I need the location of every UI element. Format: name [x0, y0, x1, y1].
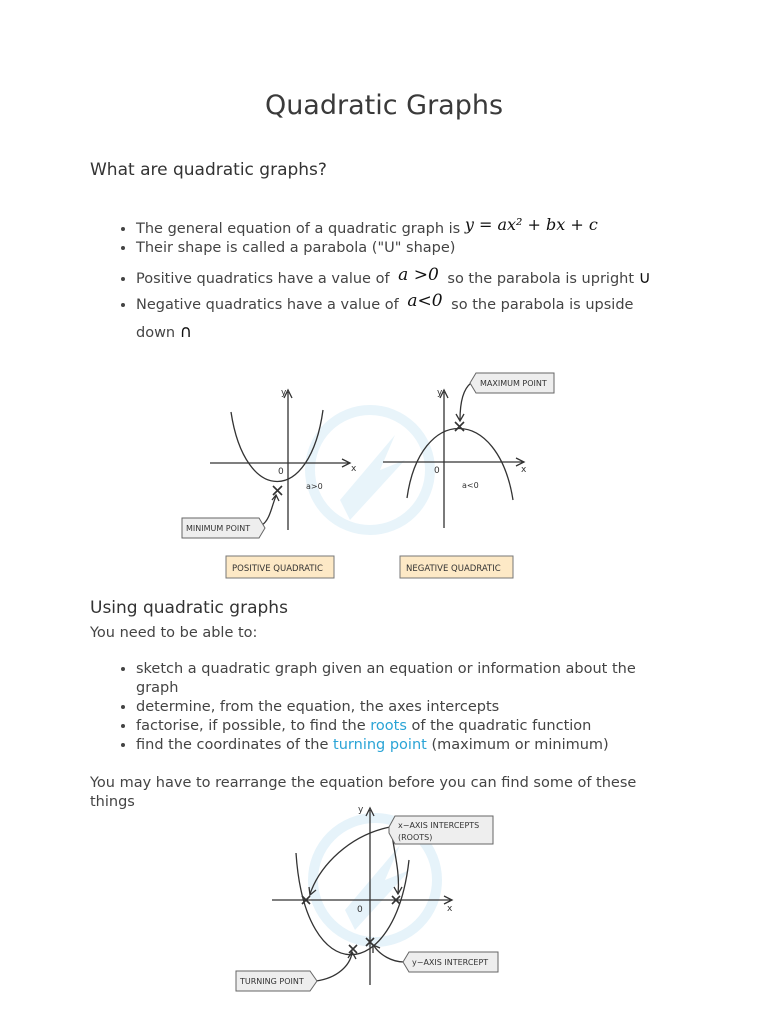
neg-x-label: x	[521, 465, 527, 475]
roots-callout-line2: (ROOTS)	[398, 833, 433, 842]
pos-y-label: y	[281, 388, 287, 398]
upside-down-symbol: ∩	[179, 322, 193, 342]
section-intro: You need to be able to:	[90, 625, 258, 641]
neg-y-label: y	[437, 388, 443, 398]
list-item: • determine, from the equation, the axes intercepts	[136, 698, 696, 717]
list-item: • Their shape is called a parabola ("U" shape)	[136, 239, 696, 258]
roots-callout-line1: x−AXIS INTERCEPTS	[398, 821, 480, 830]
negative-condition: a<0	[407, 291, 443, 311]
page-title: Quadratic Graphs	[264, 90, 504, 121]
turning-point-arrow	[316, 953, 352, 981]
negative-quadratic-graph	[383, 383, 524, 528]
turning-point-label: TURNING POINT	[240, 977, 304, 986]
maximum-point-callout	[470, 373, 554, 393]
general-equation: y = ax² + bx + c	[464, 215, 598, 234]
roots-link[interactable]: roots	[370, 718, 407, 734]
section-heading-using: Using quadratic graphs	[90, 598, 288, 618]
minimum-point-arrow	[262, 496, 276, 525]
maximum-point-label: MAXIMUM POINT	[480, 379, 547, 388]
minimum-point-marker	[273, 486, 282, 495]
y-intercept-arrow	[374, 946, 404, 962]
list-item: • factorise, if possible, to find the roots of the quadratic function	[136, 717, 696, 736]
list-item: • Positive quadratics have a value of a >0 so the parabola is upright ∪	[136, 268, 696, 289]
pos-origin-label: 0	[278, 467, 284, 477]
turning-point-marker	[349, 945, 357, 953]
pos-condition-label: a>0	[306, 482, 323, 491]
list-item: • Negative quadratics have a value of a<0 so the parabola is upside down ∩	[136, 291, 696, 347]
pos-x-label: x	[351, 464, 357, 474]
y-intercept-label: y−AXIS INTERCEPT	[412, 958, 489, 967]
positive-condition: a >0	[398, 265, 439, 285]
y-intercept-callout	[403, 952, 498, 972]
section-heading-what-are: What are quadratic graphs?	[90, 160, 327, 180]
neg-condition-label: a<0	[462, 481, 479, 490]
negative-caption	[400, 556, 513, 578]
skills-list	[114, 660, 696, 755]
turning-point-callout	[236, 971, 317, 991]
upright-symbol: ∪	[638, 268, 652, 288]
maximum-point-arrow	[460, 383, 471, 420]
fig2-origin-label: 0	[357, 905, 363, 915]
watermark-logo	[310, 410, 430, 530]
maximum-point-marker	[455, 422, 464, 431]
fig2-y-label: y	[358, 805, 364, 815]
positive-quadratic-caption: POSITIVE QUADRATIC	[232, 564, 323, 574]
neg-origin-label: 0	[434, 466, 440, 476]
positive-caption	[226, 556, 334, 578]
minimum-point-label: MINIMUM POINT	[186, 524, 251, 533]
rearrange-note: You may have to rearrange the equation before you can find some of these things	[90, 775, 637, 810]
list-item: • find the coordinates of the turning point (maximum or minimum)	[136, 736, 696, 755]
negative-quadratic-caption: NEGATIVE QUADRATIC	[406, 564, 501, 574]
list-item: • sketch a quadratic graph given an equation or information about the graph	[136, 660, 696, 698]
fig2-x-label: x	[447, 904, 453, 914]
roots-callout	[389, 816, 493, 844]
turning-point-link[interactable]: turning point	[333, 737, 427, 753]
list-item: • The general equation of a quadratic graph is y = ax² + bx + c	[136, 218, 696, 239]
minimum-point-callout	[182, 518, 265, 538]
